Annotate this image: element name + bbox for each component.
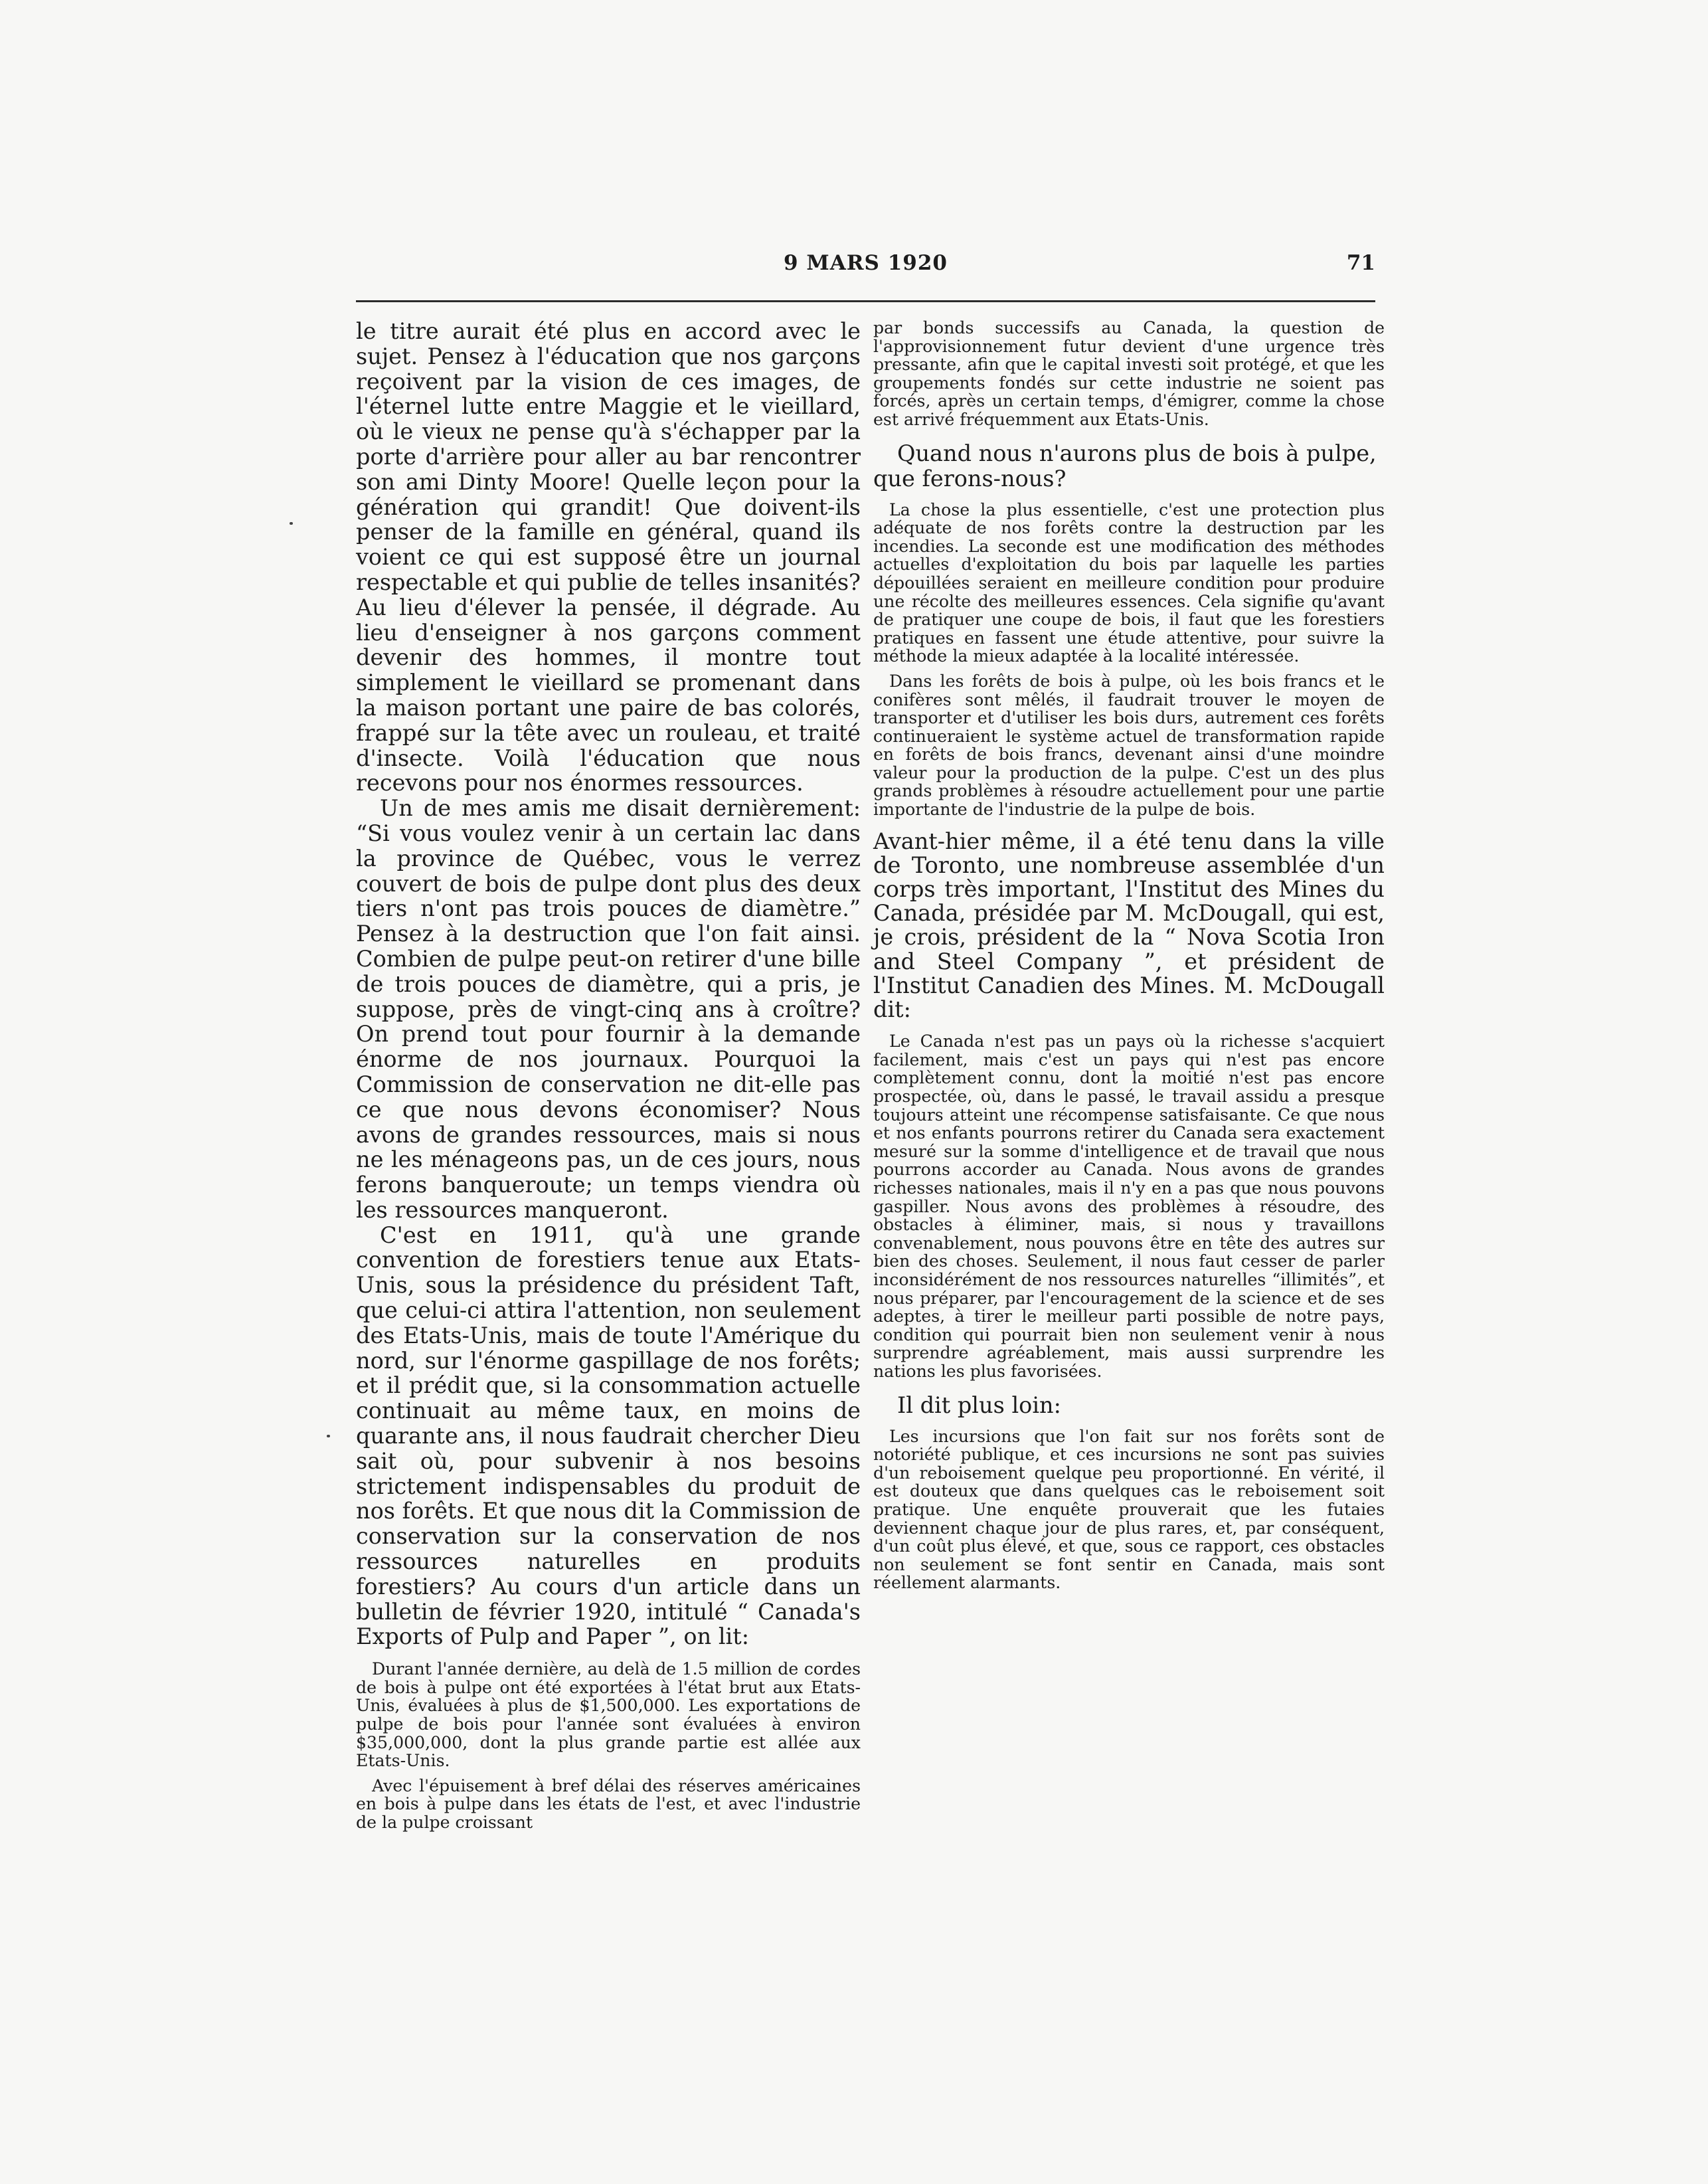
left-column bbox=[356, 319, 861, 1832]
quoted-paragraph: Dans les forêts de bois à pulpe, où les bois francs et le conifères sont mêlés, il faudrait trouver le moyen de transporter et d'utiliser les bois durs, autrement ces forêts continueraient le système actuel de transformation rapide en forêts de bois francs, devenant ainsi d'une moindre valeur pour la production de la pulpe. C'est un des plus grands problèmes à résoudre actuellement pour une partie importante de l'industrie de la pulpe de bois. bbox=[873, 671, 1385, 820]
quoted-paragraph: Le Canada n'est pas un pays où la richesse s'acquiert facilement, mais c'est un pays qui n'est pas encore complètement connu, dont la moitié n'est pas encore prospectée, où, dans le passé, le travail assidu a presque toujours atteint une récompense satisfaisante. Ce que nous et nos enfants pourrons retirer du Canada sera exactement mesuré sur la somme d'intelligence et de travail que nous pourrons accorder au Canada. Nous avons de grandes richesses nationales, mais il n'y en a pas que nous pouvons gaspiller. Nous avons des problèmes à résoudre, des obstacles à éliminer, mais, si nous y travaillons convenablement, nous pouvons être en tête des autres sur bien des choses. Seulement, il nous faut cesser de parler inconsidérément de nos ressources naturelles “illimités”, et nous préparer, par l'encouragement de la science et de ses adeptes, à tirer le meilleur parti possible de notre pays, condition qui pourrait bien non seulement venir à nous surprendre agréablement, mais aussi surprendre les nations les plus favorisées. bbox=[873, 1032, 1385, 1381]
paragraph: le titre aurait été plus en accord avec le sujet. Pensez à l'éducation que nos garçons reçoivent par la vision de ces images, de l'éternel lutte entre Maggie et le vieillard, où le vieux ne pense qu'à s'échapper par la porte d'arrière pour aller au bar rencontrer son ami Dinty Moore! Quelle leçon pour la génération qui grandit! Que doivent-ils penser de la famille en général, quand ils voient ce qui est supposé être un journal respectable et qui publie de telles insanités? Au lieu d'élever la pensée, il dégrade. Au lieu d'enseigner à nos garçons comment devenir des hommes, il montre tout simplement le vieillard se promenant dans la maison portant une paire de bas colorés, frappé sur la tête avec un rouleau, et traité d'insecte. Voilà l'éducation que nous recevons pour nos énormes ressources. bbox=[356, 318, 861, 796]
margin-speck bbox=[290, 522, 293, 525]
section-heading: Quand nous n'aurons plus de bois à pulpe, que ferons-nous? bbox=[873, 440, 1377, 492]
page-number: 71 bbox=[1346, 251, 1375, 275]
right-column bbox=[873, 319, 1385, 1592]
section-heading: Il dit plus loin: bbox=[897, 1392, 1061, 1418]
quoted-paragraph: La chose la plus essentielle, c'est une protection plus adéquate de nos forêts contre la destruction par les incendies. La seconde est une modification des méthodes actuelles d'exploitation du bois par laquelle les parties dépouillées seraient en meilleure condition pour produire une récolte des meilleures essences. Cela signifie qu'avant de pratiquer une coupe de bois, il faut que les forestiers pratiques en fassent une étude attentive, pour suivre la méthode la mieux adaptée à la localité intéressée. bbox=[873, 500, 1385, 666]
paragraph: Avant-hier même, il a été tenu dans la ville de Toronto, une nombreuse assemblée d'un corps très important, l'Institut des Mines du Canada, présidée par M. McDougall, qui est, je crois, président de la “ Nova Scotia Iron and Steel Company ”, et président de l'Institut Canadien des Mines. M. McDougall dit: bbox=[873, 828, 1385, 1023]
quoted-paragraph: Les incursions que l'on fait sur nos forêts sont de notoriété publique, et ces incursions ne sont pas suivies d'un reboisement quelque peu proportionné. En vérité, il est douteux que dans quelques cas le reboisement soit pratique. Une enquête prouverait que les futaies deviennent chaque jour de plus rares, et, par conséquent, d'un coût plus élevé, et que, sous ce rapport, ces obstacles non seulement se font sentir en Canada, mais sont réellement alarmants. bbox=[873, 1426, 1385, 1593]
paragraph: C'est en 1911, qu'à une grande convention de forestiers tenue aux Etats-Unis, sous la présidence du président Taft, que celui-ci attira l'attention, non seulement des Etats-Unis, mais de toute l'Amérique du nord, sur l'énorme gaspillage de nos forêts; et il prédit que, si la consommation actuelle continuait au même taux, en moins de quarante ans, il nous faudrait chercher Dieu sait où, pour subvenir à nos besoins strictement indispensables du produit de nos forêts. Et que nous dit la Commission de conservation sur la conservation de nos ressources naturelles en produits forestiers? Au cours d'un article dans un bulletin de février 1920, intitulé “ Canada's Exports of Pulp and Paper ”, on lit: bbox=[356, 1222, 861, 1650]
quoted-paragraph: Avec l'épuisement à bref délai des réserves américaines en bois à pulpe dans les états de l'est, et avec l'industrie de la pulpe croissant bbox=[356, 1775, 861, 1832]
page-header bbox=[356, 251, 1375, 291]
quoted-paragraph: Durant l'année dernière, au delà de 1.5 million de cordes de bois à pulpe ont été exportées à l'état brut aux Etats-Unis, évaluées à plus de $1,500,000. Les exportations de pulpe de bois pour l'année sont évaluées à environ $35,000,000, dont la plus grande partie est allée aux Etats-Unis. bbox=[356, 1659, 861, 1771]
paragraph: Un de mes amis me disait dernièrement: “Si vous voulez venir à un certain lac dans la province de Québec, vous le verrez couvert de bois de pulpe dont plus des deux tiers n'ont pas trois pouces de diamètre.” Pensez à la destruction que l'on fait ainsi. Combien de pulpe peut-on retirer d'une bille de trois pouces de diamètre, qui a pris, je suppose, près de vingt-cinq ans à croître? On prend tout pour fournir à la demande énorme de nos journaux. Pourquoi la Commission de conservation ne dit-elle pas ce que nous devons économiser? Nous avons de grandes ressources, mais si nous ne les ménageons pas, un de ces jours, nous ferons banqueroute; un temps viendra où les ressources manqueront. bbox=[356, 795, 861, 1223]
quoted-paragraph: par bonds successifs au Canada, la question de l'approvisionnement futur devient d'une urgence très pressante, afin que le capital investi soit protégé, et que les groupements fondés sur cette industrie ne soient pas forcés, après un certain temps, d'émigrer, comme la chose est arrivé fréquemment aux Etats-Unis. bbox=[873, 318, 1385, 429]
header-rule bbox=[356, 300, 1375, 302]
header-date: 9 MARS 1920 bbox=[784, 251, 948, 275]
margin-speck bbox=[327, 1435, 330, 1437]
